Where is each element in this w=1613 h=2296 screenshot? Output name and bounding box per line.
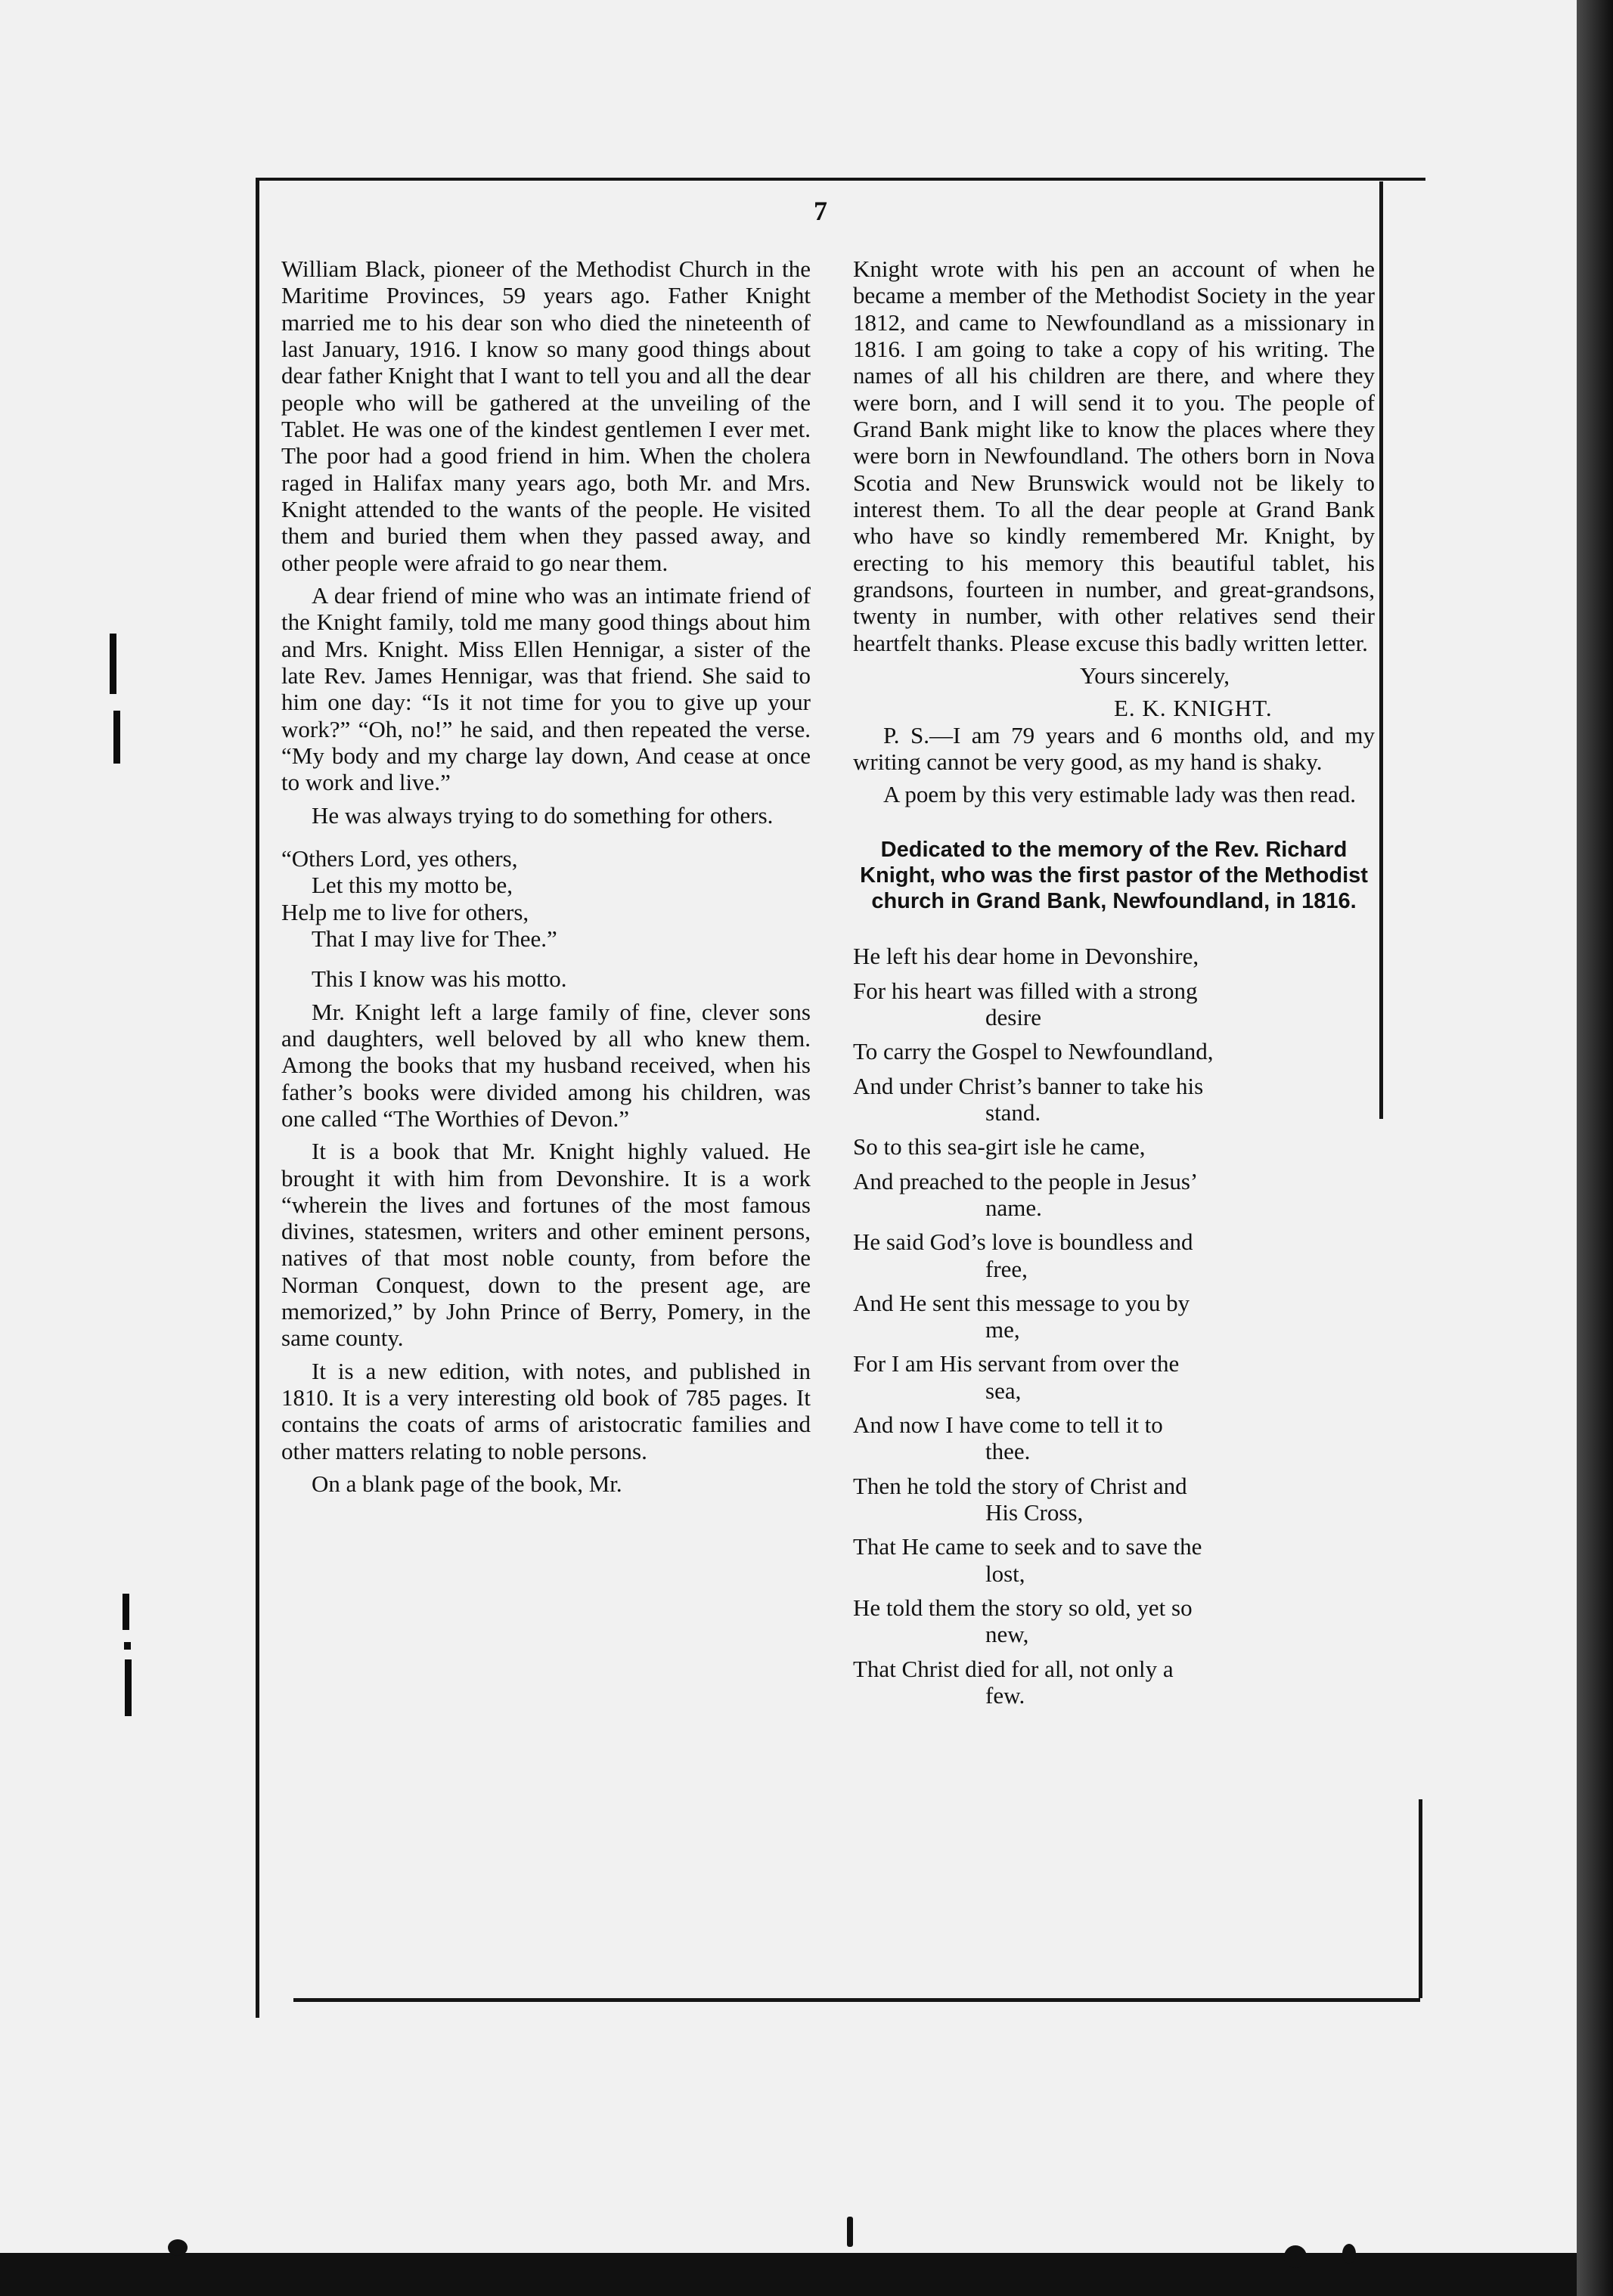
letter-paragraph: Mr. Knight left a large family of fine, clever sons and daughters, well beloved by all who knew them. Among the books that my husband received, when his father’s books were divided among his children, was one called “The Worthies of Devon.” xyxy=(281,998,811,1132)
poem-intro: A poem by this very estimable lady was then read. xyxy=(883,781,1357,808)
column-rule xyxy=(1419,1799,1422,1998)
scan-speck xyxy=(168,2239,188,2256)
poem-line: That Christ died for all, not only a few. xyxy=(853,1655,1174,1709)
scan-bottom-band xyxy=(0,2253,1577,2296)
poem-line: And preached to the people in Jesus’ name. xyxy=(853,1167,1199,1221)
poem-line: Then he told the story of Christ and His Cross, xyxy=(853,1472,1187,1526)
scan-speck xyxy=(1284,2245,1307,2268)
margin-mark xyxy=(123,1594,129,1630)
right-column xyxy=(853,256,1375,1716)
poem-line: He left his dear home in Devonshire, xyxy=(853,943,1199,970)
postscript: P. S.—I am 79 years and 6 months old, and my writing cannot be very good, as my hand is shaky. xyxy=(853,721,1375,775)
poem-dedication-heading: Dedicated to the memory of the Rev. Richard Knight, who was the first pastor of the Methodist church in Grand Bank, Newfoundland, in 1816. xyxy=(860,837,1368,913)
poem-line: To carry the Gospel to Newfoundland, xyxy=(853,1038,1214,1065)
poem-line: And He sent this message to you by me, xyxy=(853,1289,1190,1343)
letter-paragraph: It is a book that Mr. Knight highly valued. He brought it with him from Devonshire. It is a work “wherein the lives and fortunes of the most famous divines, statesmen, writers and other eminent persons, natives of that most noble county, from before the Norman Conquest, down to the present age, are memorized,” by John Prince of Berry, Pomery, in the same county. xyxy=(281,1138,811,1352)
verse-line: Help me to live for others, xyxy=(281,898,529,925)
page-number: 7 xyxy=(814,196,827,226)
scan-speck xyxy=(847,2217,853,2247)
scan-speck xyxy=(1342,2244,1356,2263)
letter-paragraph: William Black, pioneer of the Methodist Church in the Maritime Provinces, 59 years ago. Father Knight married me to his dear son who died the nineteenth of last January, 1916. I know so many good things about dear father Knight that I want to tell you and all the dear people who will be gathered at the unveiling of the Tablet. He was one of the kindest gentlemen I ever met. The poor had a good friend in him. When the cholera raged in Halifax many years ago, both Mr. and Mrs. Knight attended to the wants of the people. He visited them and buried them when they passed away, and other people were afraid to go near them. xyxy=(281,256,811,576)
margin-mark xyxy=(125,1659,132,1716)
poem-line: He told them the story so old, yet so new, xyxy=(853,1594,1193,1648)
poem xyxy=(853,943,1375,1709)
letter-paragraph: A dear friend of mine who was an intimate friend of the Knight family, told me many good things about him and Mrs. Knight. Miss Ellen Hennigar, a sister of the late Rev. James Hennigar, was that friend. She said to him one day: “Is it not time for you to give up your work?” “Oh, no!” he said, and then repeated the verse. “My body and my charge lay down, And cease at once to work and live.” xyxy=(281,581,811,796)
poem-line: He said God’s love is boundless and free, xyxy=(853,1229,1193,1282)
poem-line: That He came to seek and to save the lost, xyxy=(853,1533,1202,1587)
poem-line: So to this sea-girt isle he came, xyxy=(853,1133,1146,1160)
motto-verse xyxy=(281,845,811,952)
poem-line: And now I have come to tell it to thee. xyxy=(853,1411,1163,1465)
margin-mark xyxy=(113,711,120,764)
poem-line: For I am His servant from over the sea, xyxy=(853,1350,1180,1404)
letter-paragraph: He was always trying to do something for others. xyxy=(312,801,774,829)
letter-signature: E. K. KNIGHT. xyxy=(1114,695,1273,722)
column-rule xyxy=(1379,181,1383,1119)
verse-line: Let this my motto be, xyxy=(312,872,513,899)
letter-paragraph: On a blank page of the book, Mr. xyxy=(312,1470,622,1498)
letter-paragraph: Knight wrote with his pen an account of when he became a member of the Methodist Society in the year 1812, and came to Newfoundland as a missionary in 1816. I am going to take a copy of his writing. The names of all his children are there, and where they were born, and I will send it to you. The people of Grand Bank might like to know the places where they were born in Newfoundland. The others born in Nova Scotia and New Brunswick would not be likely to interest them. To all the dear people at Grand Bank who have so kindly remembered Mr. Knight, by erecting to his memory this beautiful tablet, his grandsons, fourteen in number, and great-grandsons, twenty in number, with other relatives send their heartfelt thanks. Please excuse this badly written letter. xyxy=(853,256,1375,656)
poem-line: For his heart was filled with a strong desire xyxy=(853,977,1198,1030)
verse-line: “Others Lord, yes others, xyxy=(281,844,518,872)
letter-closing: Yours sincerely, xyxy=(1080,662,1230,689)
margin-mark xyxy=(124,1642,131,1650)
page-edge-shadow xyxy=(1577,0,1613,2296)
letter-paragraph: This I know was his motto. xyxy=(312,965,567,993)
verse-line: That I may live for Thee.” xyxy=(312,925,557,952)
left-column xyxy=(281,256,811,1503)
margin-mark xyxy=(110,634,116,694)
article-frame-bottom xyxy=(293,1998,1420,2002)
letter-paragraph: It is a new edition, with notes, and published in 1810. It is a very interesting old book of 785 pages. It contains the coats of arms of aristocratic families and other matters relating to noble persons. xyxy=(281,1357,811,1464)
poem-line: And under Christ’s banner to take his stand. xyxy=(853,1072,1204,1126)
